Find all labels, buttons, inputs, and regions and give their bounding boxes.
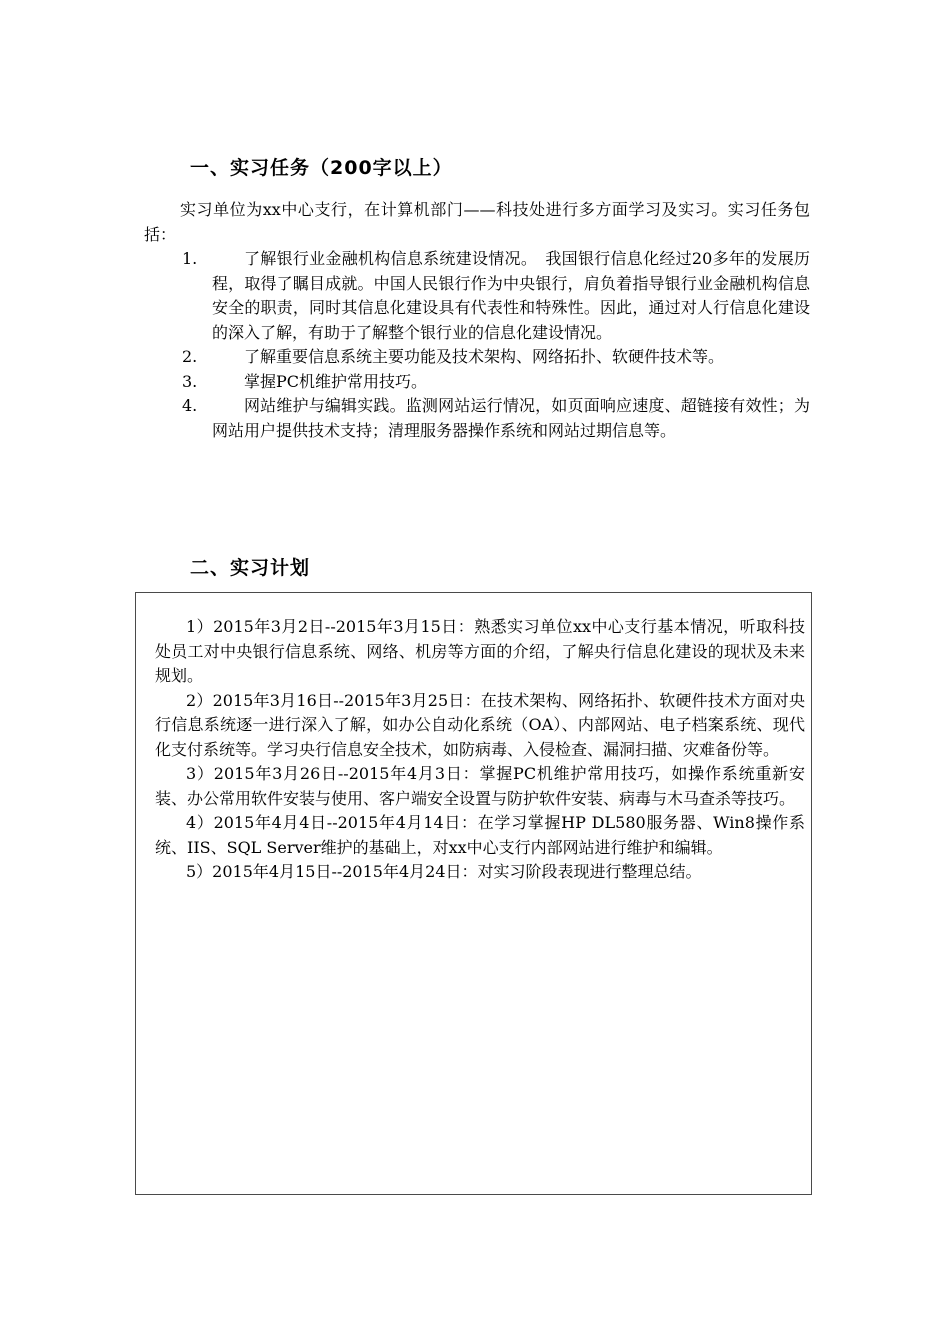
task-number: 1. xyxy=(182,249,198,268)
task-number: 4. xyxy=(182,396,198,415)
task-number: 2. xyxy=(182,347,198,366)
plan-entry: 3）2015年3月26日--2015年4月3日：掌握PC机维护常用技巧，如操作系统重新安装、办公常用软件安装与使用、客户端安全设置与防护软件安装、病毒与木马查杀等技巧。 xyxy=(155,764,805,808)
task-text: 了解银行业金融机构信息系统建设情况。 我国银行信息化经过20多年的发展历程，取得了瞩目成就。中国人民银行作为中央银行，肩负着指导银行业金融机构信息安全的职责，同时其信息化建设具有代表性和特殊性。因此，通过对人行信息化建设的深入了解，有助于了解整个银行业的信息化建设情况。 xyxy=(212,249,810,342)
plan-entries xyxy=(155,615,805,885)
task-list xyxy=(144,247,810,443)
task-number: 3. xyxy=(182,371,198,391)
task-list-item xyxy=(144,370,810,395)
section-heading-internship-tasks: 一、实习任务（200字以上） xyxy=(190,157,453,179)
task-text: 了解重要信息系统主要功能及技术架构、网络拓扑、软硬件技术等。 xyxy=(244,347,725,366)
task-text: 网站维护与编辑实践。监测网站运行情况，如页面响应速度、超链接有效性；为网站用户提供技术支持；清理服务器操作系统和网站过期信息等。 xyxy=(212,396,810,440)
section-heading-internship-plan: 二、实习计划 xyxy=(190,557,311,579)
internship-tasks-section xyxy=(144,198,810,443)
plan-entry: 4）2015年4月4日--2015年4月14日：在学习掌握HP DL580服务器、Win8操作系统、IIS、SQL Server维护的基础上，对xx中心支行内部网站进行维护和编辑。 xyxy=(155,813,805,857)
plan-entry: 1）2015年3月2日--2015年3月15日：熟悉实习单位xx中心支行基本情况，听取科技处员工对中央银行信息系统、网络、机房等方面的介绍，了解央行信息化建设的现状及未来规划。 xyxy=(155,617,805,685)
task-list-item xyxy=(144,394,810,443)
internship-plan-box xyxy=(135,592,812,1195)
plan-entry: 2）2015年3月16日--2015年3月25日：在技术架构、网络拓扑、软硬件技术方面对央行信息系统逐一进行深入了解，如办公自动化系统（OA）、内部网站、电子档案系统、现代化支付系统等。学习央行信息安全技术，如防病毒、入侵检查、漏洞扫描、灾难备份等。 xyxy=(155,690,805,759)
task-list-item xyxy=(144,247,810,345)
plan-entry: 5）2015年4月15日--2015年4月24日：对实习阶段表现进行整理总结。 xyxy=(186,862,702,881)
tasks-intro-paragraph: 实习单位为xx中心支行，在计算机部门——科技处进行多方面学习及实习。实习任务包括： xyxy=(144,200,810,244)
task-text: 掌握PC机维护常用技巧。 xyxy=(244,371,428,391)
task-list-item xyxy=(144,345,810,370)
